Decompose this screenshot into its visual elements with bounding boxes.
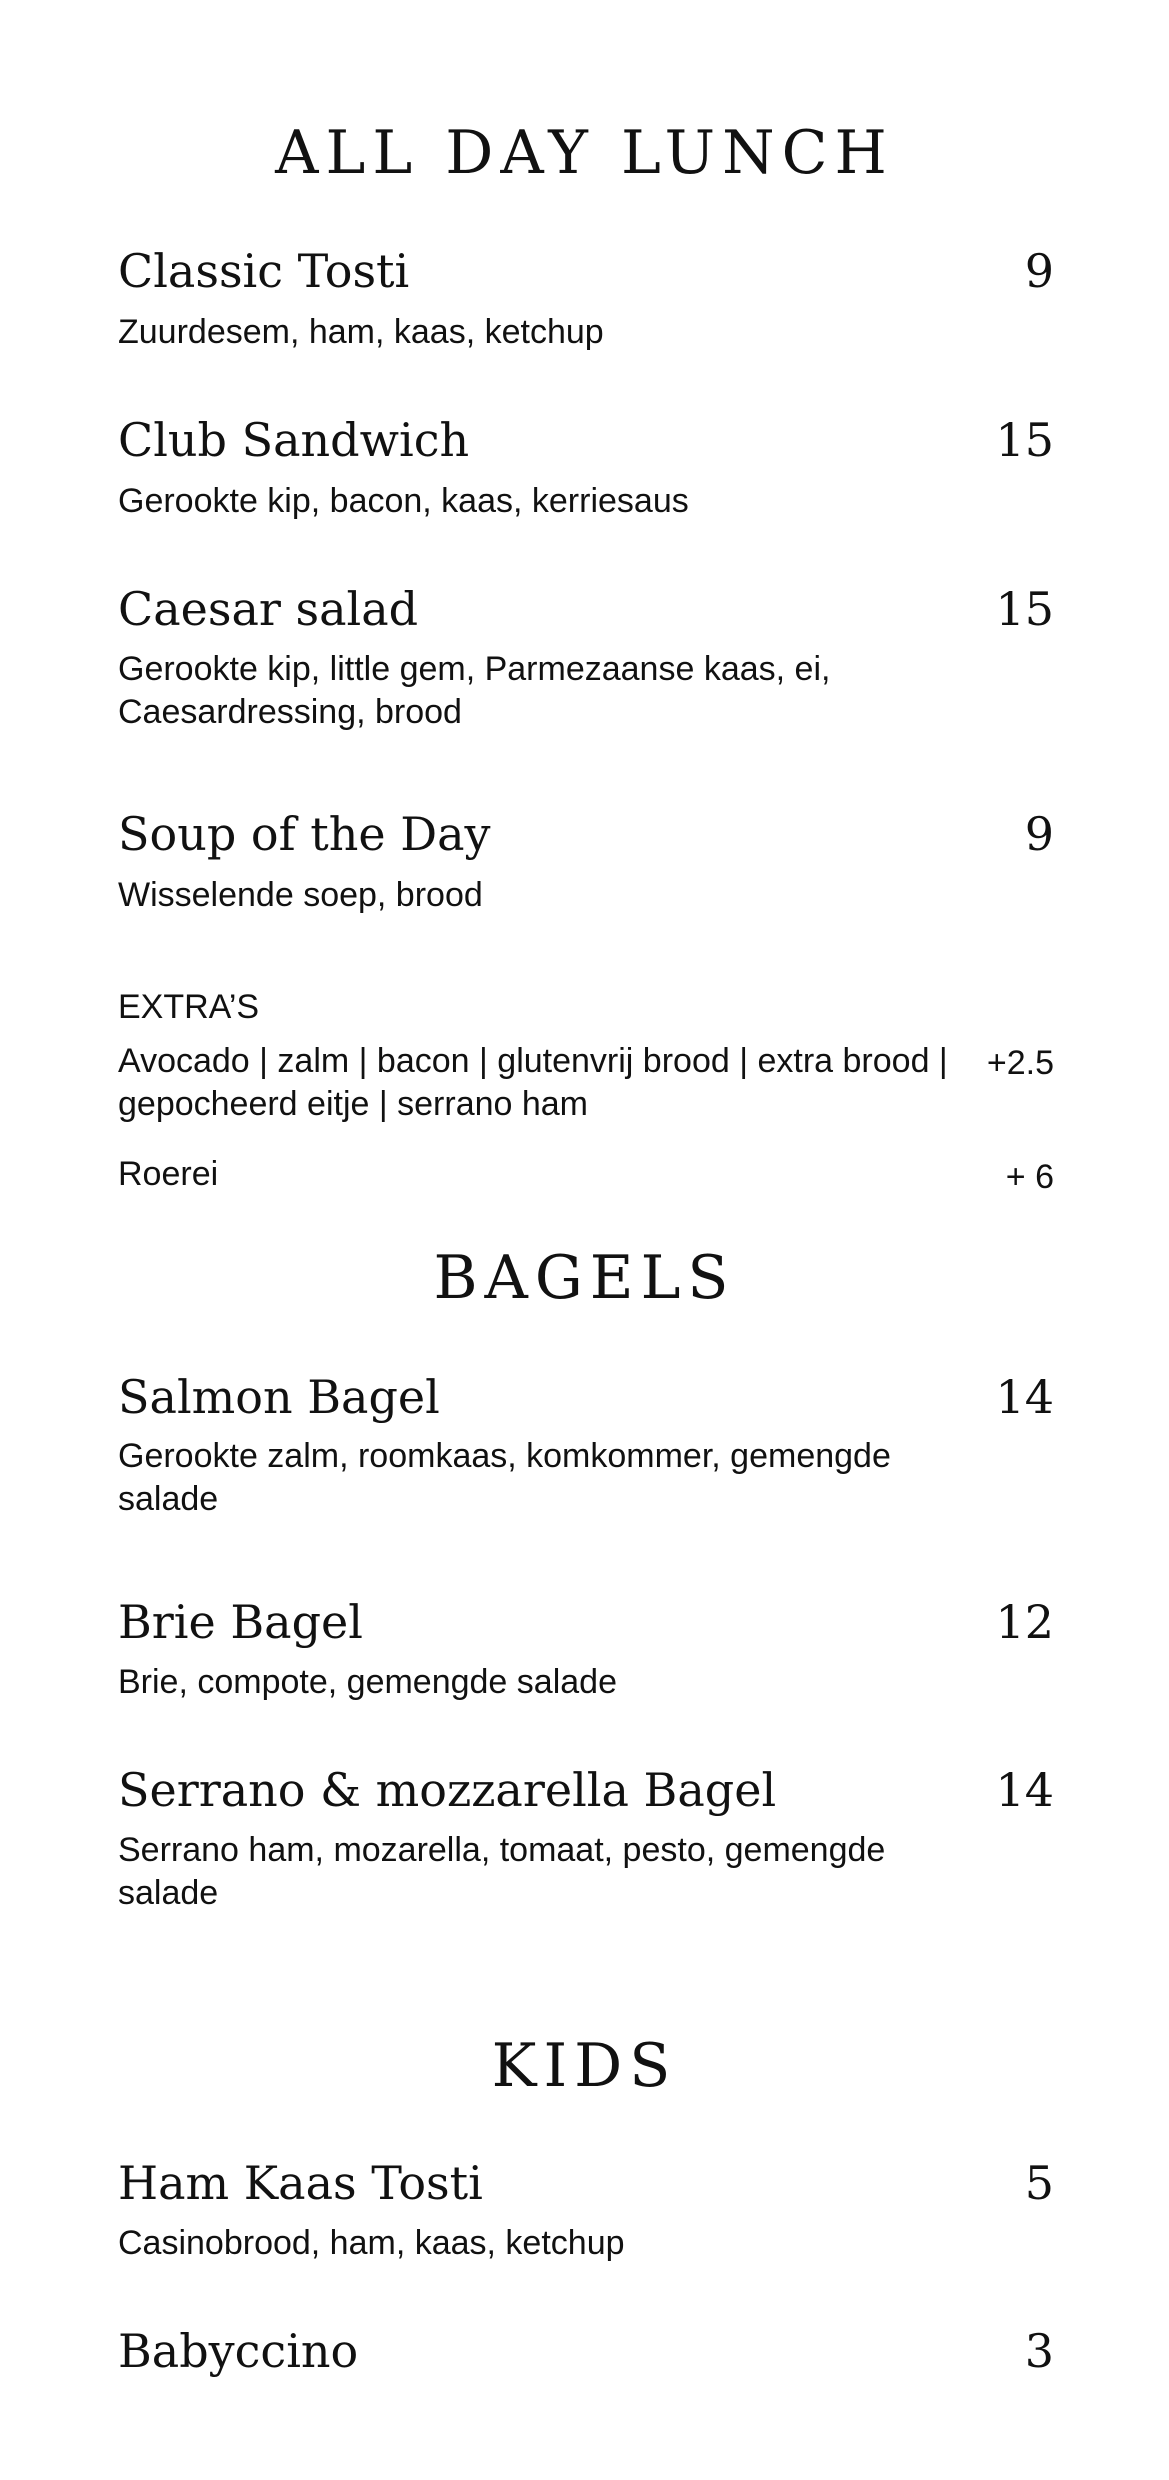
menu-item-price: 5 <box>1024 2156 1054 2210</box>
menu-item-price: 14 <box>995 1370 1054 1424</box>
menu-item-description: Brie, compote, gemengde salade <box>118 1663 617 1701</box>
menu-item-price: 15 <box>995 413 1054 467</box>
menu-item-description: Zuurdesem, ham, kaas, ketchup <box>118 313 604 351</box>
menu-item-name: Serrano & mozzarella Bagel <box>118 1763 777 1817</box>
menu-item-description: Gerookte zalm, roomkaas, komkommer, gemengde salade <box>118 1437 891 1518</box>
menu-item-name: Ham Kaas Tosti <box>118 2156 483 2210</box>
menu-item-price: 9 <box>1024 807 1054 861</box>
menu-item-description: Casinobrood, ham, kaas, ketchup <box>118 2224 625 2262</box>
menu-item-name: Soup of the Day <box>118 807 491 861</box>
extras-item: Roerei <box>118 1155 219 1193</box>
menu-item-name: Babyccino <box>118 2324 359 2378</box>
menu-item-description: Wisselende soep, brood <box>118 876 483 914</box>
menu-item-description: Serrano ham, mozarella, tomaat, pesto, gemengde salade <box>118 1831 886 1912</box>
extras-heading: EXTRA’S <box>118 988 260 1026</box>
menu-item-price: 3 <box>1024 2324 1054 2378</box>
section-title-all-day-lunch: ALL DAY LUNCH <box>275 118 894 188</box>
menu-item-name: Brie Bagel <box>118 1595 363 1649</box>
section-title-kids: KIDS <box>491 2031 678 2101</box>
extras-list: Avocado | zalm | bacon | glutenvrij brood | extra brood | gepocheerd eitje | serrano ham <box>118 1042 948 1123</box>
menu-item-price: 9 <box>1024 244 1054 298</box>
menu-item-price: 14 <box>995 1763 1054 1817</box>
menu-item-name: Classic Tosti <box>118 244 410 298</box>
extras-price: +2.5 <box>986 1044 1054 1082</box>
menu-item-price: 15 <box>995 582 1054 636</box>
menu-item-name: Salmon Bagel <box>118 1370 440 1424</box>
menu-item-price: 12 <box>995 1595 1054 1649</box>
menu-item-description: Gerookte kip, little gem, Parmezaanse kaas, ei, Caesardressing, brood <box>118 650 831 731</box>
menu-item-name: Caesar salad <box>118 582 419 636</box>
menu-item-description: Gerookte kip, bacon, kaas, kerriesaus <box>118 482 689 520</box>
extras-price: + 6 <box>1005 1158 1054 1196</box>
menu-item-name: Club Sandwich <box>118 413 470 467</box>
section-title-bagels: BAGELS <box>433 1243 736 1313</box>
